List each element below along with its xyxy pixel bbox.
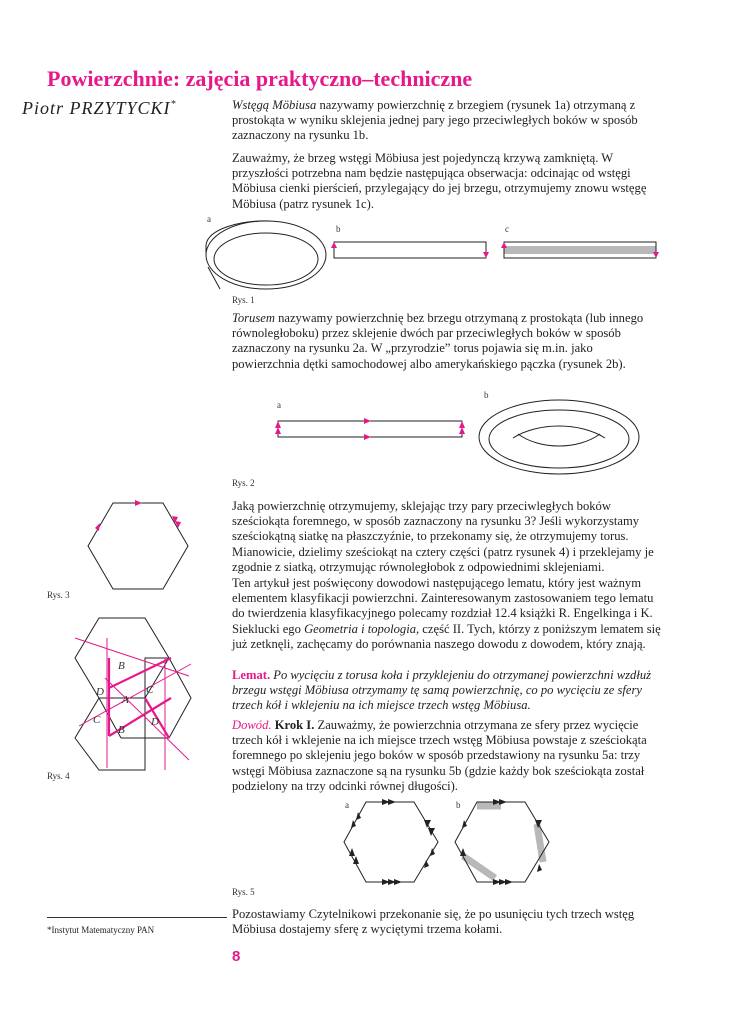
fig5a-hexagon — [344, 802, 444, 882]
fig2a-rectangle — [276, 418, 466, 442]
paragraph-conclusion: Pozostawiamy Czytelnikowi przekonanie się, że po usunięciu tych trzech wstęg Möbiusa dostajemy sferę z wyciętymi trzema kołami. — [232, 907, 635, 937]
fig4-region-d-left: D — [96, 686, 104, 698]
footnote-divider — [47, 917, 227, 918]
fig1-label-c: c — [505, 224, 509, 234]
author-name: Piotr PRZYTYCKI* — [22, 98, 177, 118]
fig4-region-c-right: C — [146, 684, 154, 696]
fig4-caption: Rys. 4 — [47, 771, 70, 781]
fig4-region-a: A — [122, 694, 129, 706]
paragraph-hexagon-question: Jaką powierzchnię otrzymujemy, sklejając trzy pary przeciwległych boków sześciokąta foremnego, w sposób zaznaczony na rysunku 3? Jeśli wykorzystamy sześciokątną siatkę na płaszczyźnie, to przekonamy się, że otrzymujemy torus. Mianowicie, dzielimy sześciokąt na cztery części (patrz rysunek 4) i przeklejamy je zgodnie z siatką, otrzymując równoległobok z odpowiednimi sklejeniami. — [232, 499, 654, 574]
footnote-affiliation: *Instytut Matematyczny PAN — [47, 925, 155, 935]
fig1-label-a: a — [207, 214, 211, 224]
fig1-label-b: b — [336, 224, 341, 234]
fig3-hexagon — [88, 503, 188, 589]
paragraph-article-purpose: Ten artykuł jest poświęcony dowodowi następującego lematu, który jest ważnym elementem klasyfikacji powierzchni. Zainteresowanym zastosowaniem tego lematu do twierdzenia klasyfikacyjnego polecamy rozdział 12.4 książki R. Engelkinga i K. Sieklucki ego Geometria i topologia, część II. Tych, którzy z poniższym lematem się już zetknęli, zachęcamy do porównania naszego dowodu z dowodem, który znają. — [232, 576, 661, 651]
fig5-label-a: a — [345, 800, 349, 810]
fig1c-rectangle-with-band — [503, 240, 663, 260]
torus-donut-drawing — [478, 398, 640, 476]
mobius-strip-drawing — [200, 215, 330, 295]
paragraph-mobius-definition: Wstęgą Möbiusa nazywamy powierzchnię z brzegiem (rysunek 1a) otrzymaną z prostokąta w wyniku sklejenia jednej pary jego przeciwległych boków w sposób zaznaczony na rysunku 1b. — [232, 98, 638, 143]
fig2-label-a: a — [277, 400, 281, 410]
fig4-region-b-bottom: B — [118, 724, 125, 736]
fig4-hexagonal-grid — [75, 618, 195, 770]
fig3-caption: Rys. 3 — [47, 590, 70, 600]
article-title: Powierzchnie: zajęcia praktyczno–techniczne — [47, 66, 473, 91]
paragraph-lemma: Lemat. Po wycięciu z torusa koła i przyklejeniu do otrzymanej powierzchni wzdłuż brzegu wstęgi Möbiusa otrzymamy tę samą powierzchnię, co po wycięciu ze sfery trzech kół i wklejeniu na ich miejsce trzech wstęg Möbiusa. — [232, 668, 652, 713]
fig2-caption: Rys. 2 — [232, 478, 255, 488]
paragraph-mobius-boundary: Zauważmy, że brzeg wstęgi Möbiusa jest pojedynczą krzywą zamkniętą. W przyszłości potrzebna nam będzie następująca obserwacja: odcinając od wstęgi Möbiusa cienki pierścień, przylegający do jej brzegu, otrzymujemy znowu wstęgę Möbiusa (patrz rysunek 1c). — [232, 151, 647, 211]
paragraph-proof-step-1: Dowód. Krok I. Zauważmy, że powierzchnia otrzymana ze sfery przez wycięcie trzech kół i wklejenie na ich miejsce trzech wstęg Möbiusa powstaje z sześciokąta foremnego po sklejeniu jego boków w sposób przedstawiony na rysunku 5a: trzy wstęgi Möbiusa zaznaczone są na rysunku 5b (gdzie każdy bok sześciokąta został podzielony na trzy odcinki równej długości). — [232, 718, 647, 793]
fig1b-rectangle — [333, 240, 493, 260]
fig4-region-b-top: B — [118, 660, 125, 672]
fig5-caption: Rys. 5 — [232, 887, 255, 897]
paragraph-torus-definition: Torusem nazywamy powierzchnię bez brzegu otrzymaną z prostokąta (lub innego równoległoboku) przez sklejenie dwóch par przeciwległych boków w sposób zaznaczony na rysunku 2a. W „przyrodzie” torus pojawia się m.in. jako powierzchnia dętki samochodowej albo amerykańskiego pączka (rysunek 2b). — [232, 311, 644, 371]
fig1-caption: Rys. 1 — [232, 295, 255, 305]
fig2-label-b: b — [484, 390, 489, 400]
fig5-label-b: b — [456, 800, 461, 810]
fig5b-hexagon-with-bands — [455, 802, 555, 882]
page-number: 8 — [232, 948, 241, 965]
fig4-region-c-left: C — [93, 714, 101, 726]
fig4-region-d-right: D — [151, 716, 159, 728]
